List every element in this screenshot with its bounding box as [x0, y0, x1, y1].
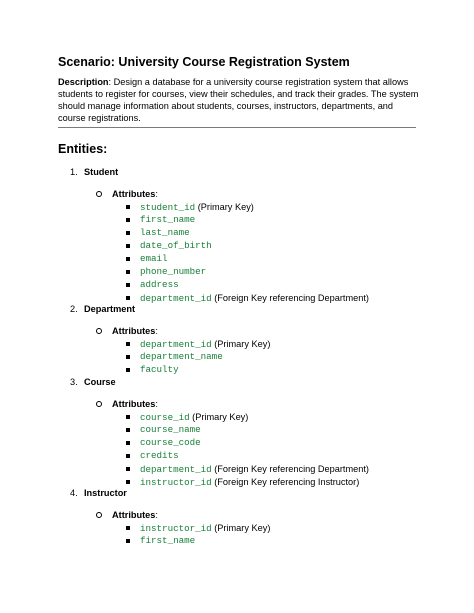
attribute-name: student_id [140, 202, 196, 213]
hollow-bullet-icon [96, 401, 102, 407]
attribute-name: phone_number [140, 266, 207, 277]
attribute-name: email [140, 253, 168, 264]
square-bullet-icon [126, 480, 130, 484]
entities-heading: Entities: [58, 142, 108, 156]
square-bullet-icon [126, 231, 130, 235]
document-title: Scenario: University Course Registration System [58, 55, 350, 69]
document-page: Scenario: University Course Registration System Description: Design a database for a university course registration system that allows students to register for courses, view their schedules, and track their grades. The system should manage information about students, courses, instructors, departments, and course registrations. Entities: 1. Student Attributes: student_id (Primary Key) first_name last_name date_of_birth email phone_number address department_id (Foreign Key referencing Department) 2. Department Attributes: department_id (Primary Key) department_name faculty 3. Course Attributes: course_id (Primary Key) course_name course_code credits department_id (Foreign Key referencing Department) instructor_id (Foreign Key referencing Instructor) 4. Instructor Attributes: instructor_id (Primary Key) first_name [58, 55, 419, 546]
entity-name: Student [84, 167, 119, 177]
attribute-note: (Foreign Key referencing Instructor) [211, 477, 360, 487]
attribute-name: course_code [140, 437, 201, 448]
entity-name: Department [84, 304, 136, 314]
square-bullet-icon [126, 270, 130, 274]
square-bullet-icon [126, 467, 130, 471]
entity-number: 2. [70, 304, 78, 314]
attribute-name: course_id [140, 412, 190, 423]
attribute-note: (Foreign Key referencing Department) [211, 464, 369, 474]
attribute-note: (Primary Key) [211, 523, 271, 533]
square-bullet-icon [126, 428, 130, 432]
entity-number: 1. [70, 167, 78, 177]
attribute-name: department_id [140, 339, 212, 350]
attribute-note: (Primary Key) [211, 339, 271, 349]
square-bullet-icon [126, 441, 130, 445]
attribute-name: date_of_birth [140, 240, 212, 251]
attribute-name: department_name [140, 351, 223, 362]
entity-name: Instructor [84, 488, 127, 498]
square-bullet-icon [126, 526, 130, 530]
square-bullet-icon [126, 257, 130, 261]
square-bullet-icon [126, 368, 130, 372]
attribute-name: credits [140, 450, 179, 461]
attribute-name: first_name [140, 214, 196, 225]
attribute-name: department_id [140, 464, 212, 475]
hollow-bullet-icon [96, 512, 102, 518]
attribute-name: instructor_id [140, 477, 212, 488]
attributes-label: Attributes [112, 326, 156, 336]
entity-number: 3. [70, 377, 78, 387]
attribute-name: department_id [140, 293, 212, 304]
attributes-label: Attributes [112, 510, 156, 520]
description-text: : Design a database for a university course registration system that allows students to register for courses, view their schedules, and track their grades. The system should manage information about students, courses, instructors, departments, and course registrations. [58, 77, 419, 123]
square-bullet-icon [126, 454, 130, 458]
square-bullet-icon [126, 283, 130, 287]
square-bullet-icon [126, 539, 130, 543]
attributes-label: Attributes [112, 189, 156, 199]
horizontal-rule [58, 127, 416, 128]
square-bullet-icon [126, 342, 130, 346]
attribute-name: faculty [140, 364, 179, 375]
square-bullet-icon [126, 244, 130, 248]
square-bullet-icon [126, 415, 130, 419]
attribute-name: course_name [140, 424, 201, 435]
attribute-note: (Primary Key) [189, 412, 249, 422]
attributes-label: Attributes [112, 399, 156, 409]
attribute-name: last_name [140, 227, 190, 238]
description-label: Description [58, 77, 109, 87]
square-bullet-icon [126, 355, 130, 359]
attribute-note: (Primary Key) [195, 202, 254, 212]
description-paragraph [58, 76, 420, 124]
attribute-name: instructor_id [140, 523, 212, 534]
square-bullet-icon [126, 218, 130, 222]
attribute-name: first_name [140, 535, 196, 546]
square-bullet-icon [126, 205, 130, 209]
hollow-bullet-icon [96, 191, 102, 197]
attribute-name: address [140, 279, 179, 290]
entity-number: 4. [70, 488, 78, 498]
attribute-note: (Foreign Key referencing Department) [211, 293, 369, 303]
entity-name: Course [84, 377, 116, 387]
square-bullet-icon [126, 296, 130, 300]
hollow-bullet-icon [96, 328, 102, 334]
